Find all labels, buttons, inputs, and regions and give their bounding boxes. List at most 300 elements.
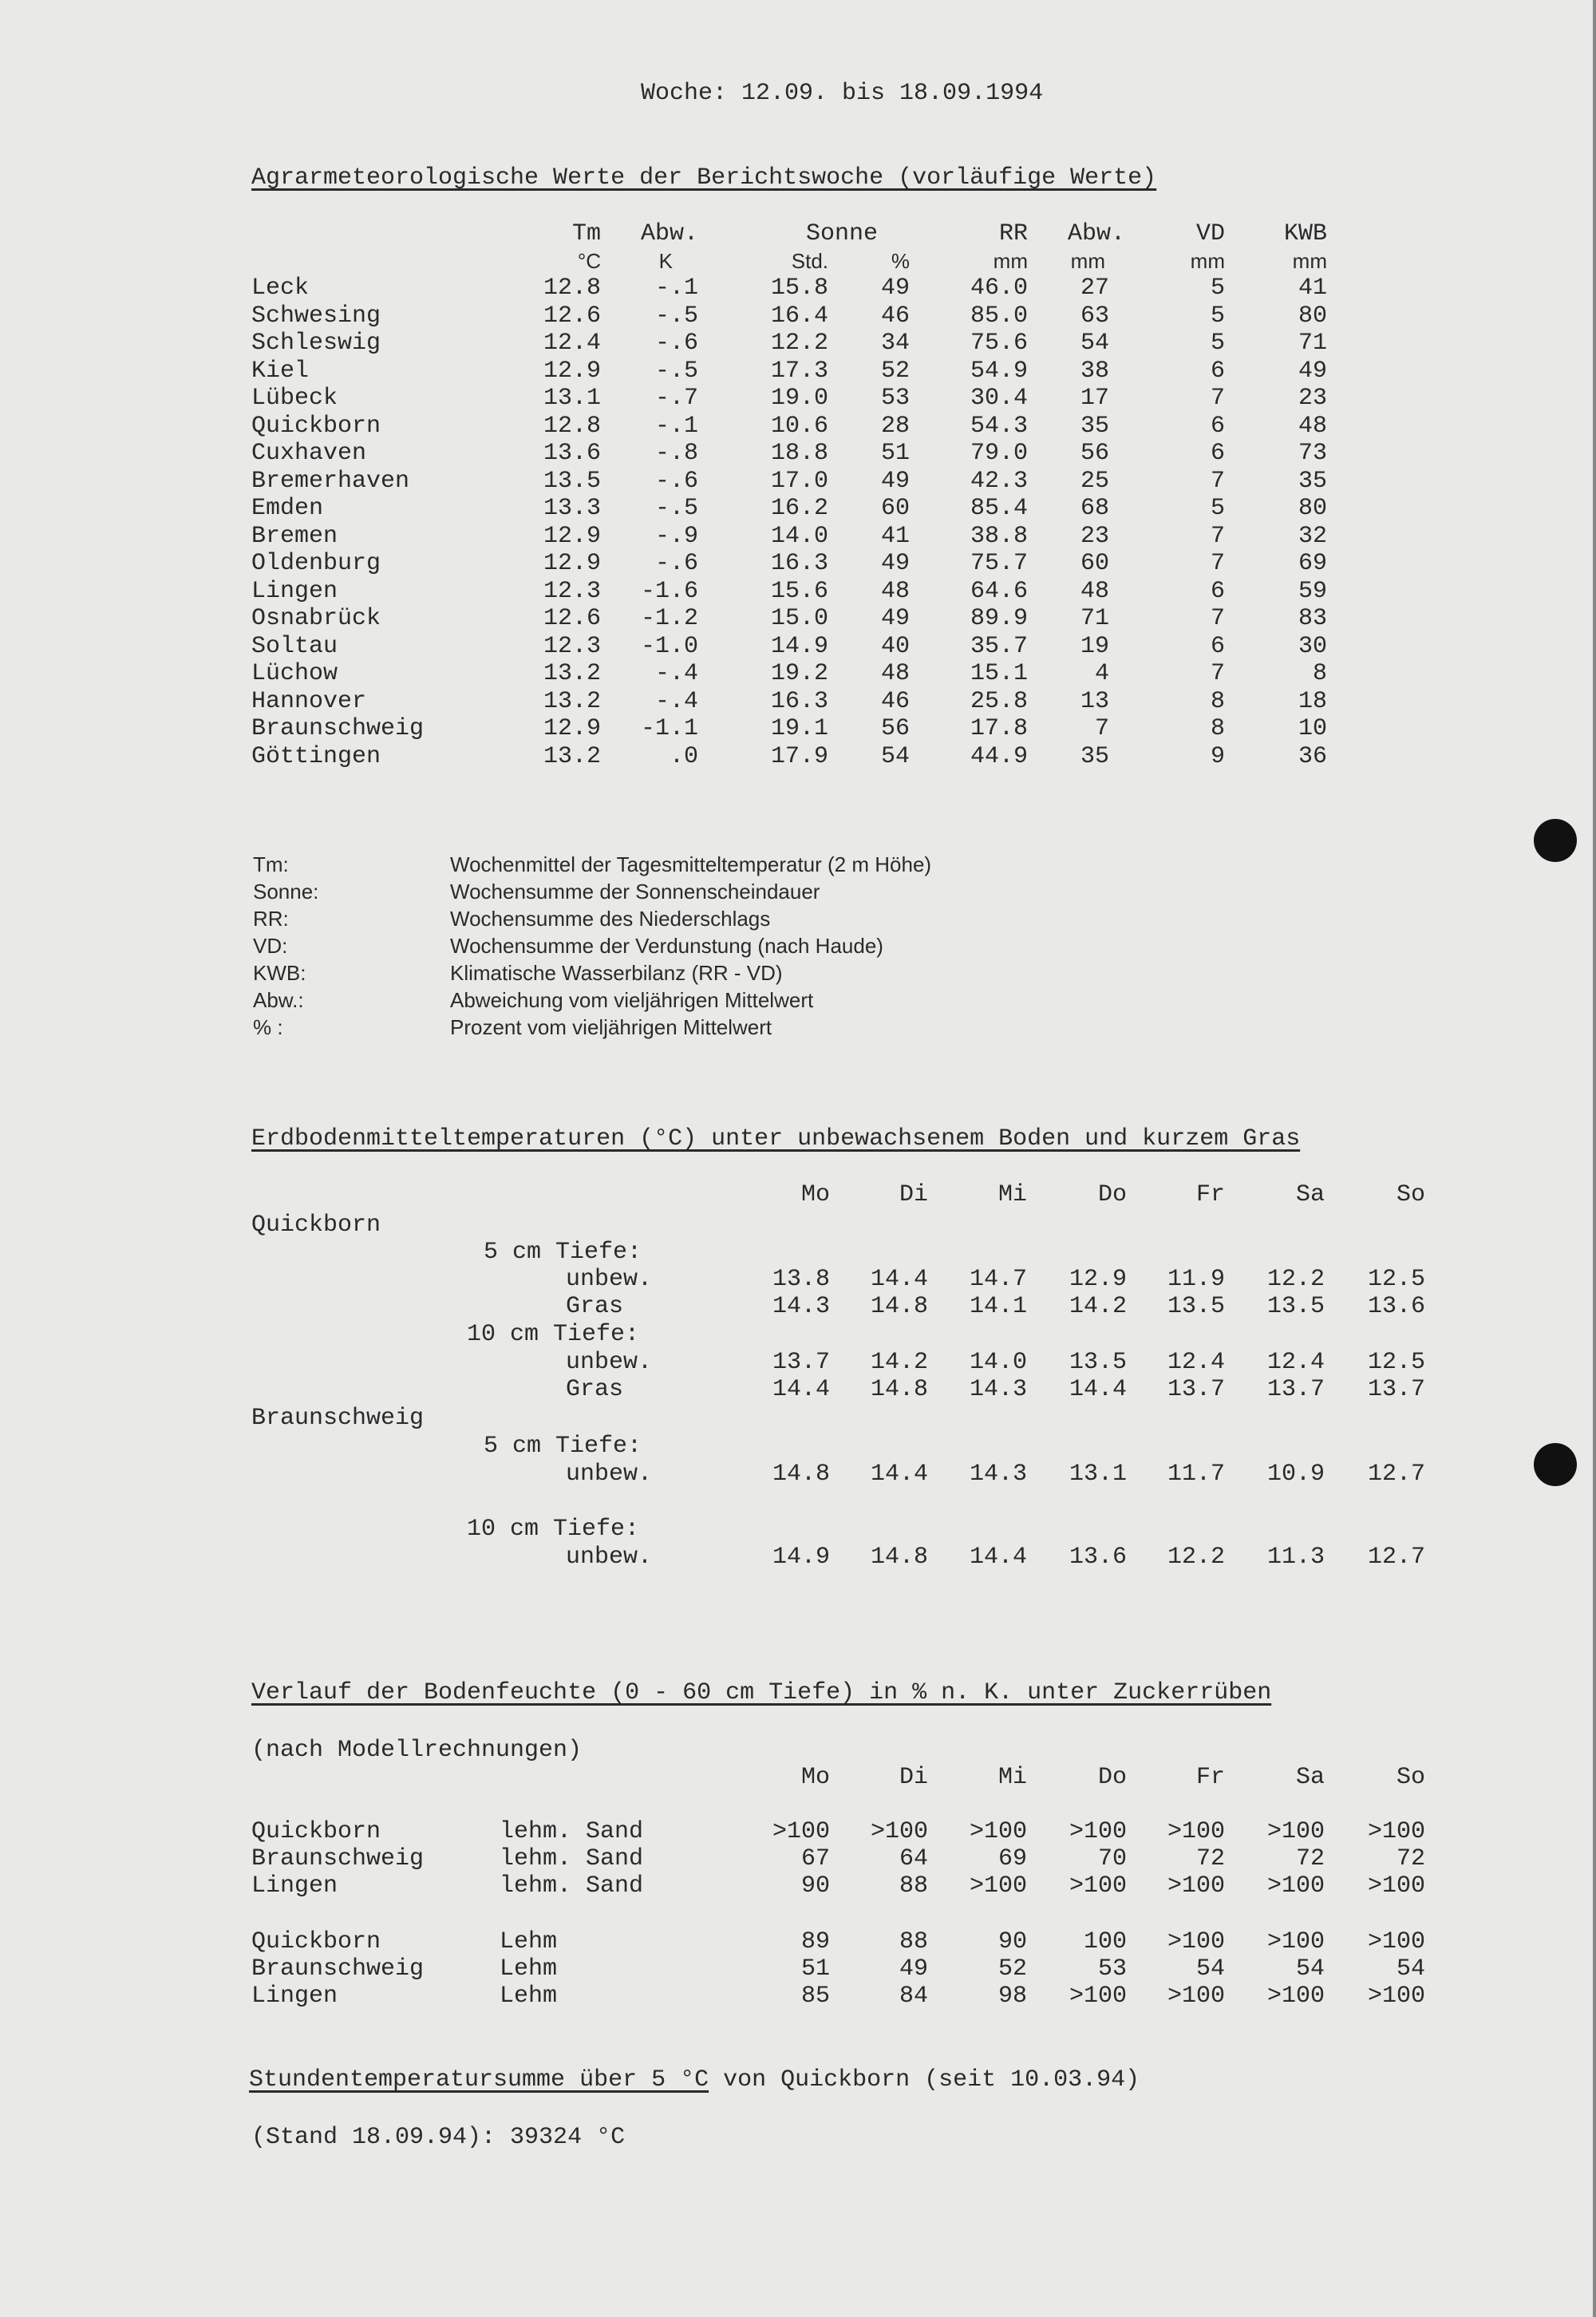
soil-temp-value: 14.4 [870,1266,928,1293]
moisture-value: >100 [1167,1872,1225,1900]
table-cell: 13 [1080,687,1109,715]
table-cell: 35 [1080,412,1109,440]
table-cell: 27 [1080,275,1109,302]
weekly-unit: mm [1190,249,1225,273]
moisture-value: 88 [899,1872,928,1900]
table-cell: 12.9 [543,715,601,742]
table-cell: 60 [1080,550,1109,577]
soil-temp-value: 14.8 [772,1461,830,1488]
station-name: Oldenburg [251,550,381,577]
weekly-unit: mm [1070,249,1105,273]
table-cell: 19.2 [770,660,828,687]
table-cell: -.8 [654,440,698,467]
table-cell: 19.0 [770,385,828,412]
station-name: Schwesing [251,302,381,330]
table-cell: 19 [1080,632,1109,660]
table-cell: 18.8 [770,440,828,467]
day-header: Mo [800,1764,830,1791]
moisture-value: >100 [1167,1928,1225,1955]
moisture-value: 98 [998,1983,1027,2010]
weekly-header: RR [998,220,1028,247]
table-cell: 14.0 [770,522,828,550]
soil-temp-value: 14.8 [870,1376,928,1403]
table-cell: 30.4 [970,385,1028,412]
table-cell: 42.3 [970,467,1028,495]
moisture-value: >100 [1069,1983,1127,2010]
table-cell: 17.3 [770,357,828,385]
station-name: Kiel [251,357,310,385]
table-cell: 80 [1298,495,1327,522]
surface-gras: Gras [566,1293,624,1320]
table-cell: -.9 [654,522,698,550]
table-cell: 8 [1312,660,1327,687]
table-cell: 5 [1210,302,1225,330]
moisture-value: 90 [800,1872,830,1900]
station-name: Schleswig [251,330,381,357]
table-cell: -.5 [654,302,698,330]
table-cell: 35 [1080,742,1109,770]
table-cell: 12.4 [543,330,601,357]
moisture-value: 72 [1195,1845,1225,1872]
table-cell: 48 [880,660,910,687]
table-cell: 5 [1210,330,1225,357]
day-header: Sa [1295,1181,1325,1208]
table-cell: 75.7 [970,550,1028,577]
moisture-value: >100 [1069,1818,1127,1845]
legend-key: VD: [253,934,288,958]
soil-moisture-note: (nach Modellrechnungen) [251,1737,583,1764]
table-cell: 13.3 [543,495,601,522]
legend-text: Wochensumme der Sonnenscheindauer [450,880,820,903]
table-cell: 25.8 [970,687,1028,715]
table-cell: -.6 [654,550,698,577]
table-cell: -.7 [654,385,698,412]
weekly-header: Abw. [1067,220,1125,247]
moisture-value: 72 [1396,1845,1425,1872]
table-cell: 44.9 [970,742,1028,770]
table-cell: 38.8 [970,522,1028,550]
table-cell: 56 [1080,440,1109,467]
punch-hole-top [1534,819,1577,862]
station-name: Hannover [251,687,367,715]
moisture-value: 54 [1295,1955,1325,1983]
table-cell: 46 [880,687,910,715]
table-cell: 49 [880,550,910,577]
depth-label: 10 cm Tiefe: [467,1321,640,1348]
station-name: Lingen [251,1983,338,2010]
depth-label: 10 cm Tiefe: [467,1516,640,1543]
moisture-value: >100 [1266,1928,1325,1955]
legend-text: Abweichung vom vieljährigen Mittelwert [450,988,814,1012]
station-name: Braunschweig [251,1845,425,1872]
station-name: Osnabrück [251,605,381,632]
table-cell: 32 [1298,522,1327,550]
surface-unbewachsen: unbew. [566,1266,653,1293]
table-cell: 73 [1298,440,1327,467]
station-name: Lingen [251,577,338,605]
table-cell: 30 [1298,632,1327,660]
table-cell: 12.3 [543,632,601,660]
table-cell: 12.9 [543,550,601,577]
table-cell: 40 [880,632,910,660]
weekly-unit: mm [993,249,1028,273]
table-cell: 5 [1210,495,1225,522]
table-cell: 12.6 [543,605,601,632]
moisture-value: 69 [998,1845,1027,1872]
day-header: Mo [800,1181,830,1208]
table-cell: 16.2 [770,495,828,522]
legend-text: Wochensumme des Niederschlags [450,907,771,931]
soil-temp-value: 14.0 [969,1349,1027,1376]
table-cell: 23 [1298,385,1327,412]
surface-unbewachsen: unbew. [566,1349,653,1376]
weekly-unit: °C [577,249,601,273]
station-name: Bremerhaven [251,467,410,495]
temperature-sum-station: von Quickborn (seit 10.03.94) [709,2066,1140,2094]
station-name: Quickborn [251,1928,381,1955]
temperature-sum-heading [249,2066,1140,2094]
moisture-value: 70 [1097,1845,1127,1872]
table-cell: 48 [1298,412,1327,440]
table-cell: -.5 [654,357,698,385]
soil-temp-value: 13.7 [1167,1376,1225,1403]
table-cell: 16.4 [770,302,828,330]
soil-temp-value: 10.9 [1266,1461,1325,1488]
soil-temp-value: 13.6 [1367,1293,1425,1320]
moisture-value: 85 [800,1983,830,2010]
weekly-unit: % [891,249,910,273]
table-cell: 71 [1080,605,1109,632]
soil-temp-value: 13.7 [1367,1376,1425,1403]
day-header: Fr [1195,1181,1225,1208]
soil-temp-value: 12.4 [1266,1349,1325,1376]
soil-temperature-title: Erdbodenmitteltemperaturen (°C) unter unbewachsenem Boden und kurzem Gras [251,1125,1301,1153]
table-cell: 6 [1210,577,1225,605]
table-cell: 35.7 [970,632,1028,660]
table-cell: 12.8 [543,412,601,440]
moisture-value: >100 [1266,1983,1325,2010]
soil-temp-value: 11.9 [1167,1266,1225,1293]
moisture-value: 90 [998,1928,1027,1955]
table-cell: 56 [880,715,910,742]
soil-temp-value: 11.7 [1167,1461,1225,1488]
day-header: Di [899,1764,928,1791]
soil-temp-value: 14.4 [870,1461,928,1488]
legend-key: KWB: [253,961,306,985]
table-cell: -.6 [654,467,698,495]
table-cell: .0 [669,742,698,770]
table-cell: 6 [1210,357,1225,385]
table-cell: 7 [1210,385,1225,412]
station-name: Quickborn [251,412,381,440]
soil-temp-value: 14.3 [969,1461,1027,1488]
moisture-value: 53 [1097,1955,1127,1983]
moisture-value: >100 [1069,1872,1127,1900]
moisture-value: >100 [1367,1983,1425,2010]
legend-key: Abw.: [253,988,304,1012]
depth-label: 5 cm Tiefe: [484,1239,642,1266]
moisture-value: 49 [899,1955,928,1983]
station-name: Cuxhaven [251,440,367,467]
table-cell: 83 [1298,605,1327,632]
table-cell: 15.1 [970,660,1028,687]
moisture-value: >100 [1367,1928,1425,1955]
table-cell: 71 [1298,330,1327,357]
soil-type: lehm. Sand [500,1818,644,1845]
moisture-value: >100 [969,1818,1027,1845]
station-name: Soltau [251,632,338,660]
table-cell: 6 [1210,412,1225,440]
soil-temp-value: 13.7 [772,1349,830,1376]
table-cell: 48 [1080,577,1109,605]
table-cell: 9 [1210,742,1225,770]
legend-text: Wochenmittel der Tagesmitteltemperatur (2 m Höhe) [450,852,932,876]
table-cell: 52 [880,357,910,385]
table-cell: 54.3 [970,412,1028,440]
table-cell: 54 [1080,330,1109,357]
table-cell: 13.2 [543,742,601,770]
soil-temp-value: 13.5 [1266,1293,1325,1320]
table-cell: 13.5 [543,467,601,495]
moisture-value: >100 [969,1872,1027,1900]
moisture-value: 54 [1396,1955,1425,1983]
station-name: Braunschweig [251,715,425,742]
soil-temp-value: 12.9 [1069,1266,1127,1293]
day-header: Do [1097,1181,1127,1208]
table-cell: 53 [880,385,910,412]
table-cell: -1.6 [640,577,698,605]
legend-key: Sonne: [253,880,319,903]
table-cell: 17.9 [770,742,828,770]
soil-temp-value: 14.8 [870,1293,928,1320]
table-cell: 10.6 [770,412,828,440]
table-cell: 12.8 [543,275,601,302]
table-cell: 15.8 [770,275,828,302]
table-cell: 60 [880,495,910,522]
moisture-value: >100 [772,1818,830,1845]
table-cell: 35 [1298,467,1327,495]
moisture-value: 64 [899,1845,928,1872]
soil-type: lehm. Sand [500,1845,644,1872]
weekly-header: Sonne [805,220,878,247]
table-cell: 15.0 [770,605,828,632]
table-cell: 5 [1210,275,1225,302]
soil-temp-value: 14.8 [870,1544,928,1571]
soil-temp-value: 12.5 [1367,1349,1425,1376]
soil-temp-value: 14.3 [772,1293,830,1320]
table-cell: 49 [880,467,910,495]
moisture-value: 72 [1295,1845,1325,1872]
table-cell: 49 [880,605,910,632]
soil-temp-value: 14.7 [969,1266,1027,1293]
table-cell: 19.1 [770,715,828,742]
table-cell: 51 [880,440,910,467]
table-cell: 12.9 [543,522,601,550]
soil-type: Lehm [500,1983,558,2010]
table-cell: -.6 [654,330,698,357]
table-cell: 34 [880,330,910,357]
moisture-value: 51 [800,1955,830,1983]
moisture-value: 100 [1083,1928,1127,1955]
moisture-value: 67 [800,1845,830,1872]
soil-temp-value: 14.4 [1069,1376,1127,1403]
day-header: Di [899,1181,928,1208]
soil-temp-value: 13.7 [1266,1376,1325,1403]
soil-temp-value: 12.7 [1367,1461,1425,1488]
soil-temp-value: 14.4 [772,1376,830,1403]
page-edge [1593,0,1596,2317]
day-header: Do [1097,1764,1127,1791]
moisture-value: 88 [899,1928,928,1955]
surface-unbewachsen: unbew. [566,1461,653,1488]
table-cell: 8 [1210,715,1225,742]
table-cell: 63 [1080,302,1109,330]
station-quickborn: Quickborn [251,1212,381,1239]
station-braunschweig: Braunschweig [251,1405,425,1432]
table-cell: 16.3 [770,550,828,577]
table-cell: 7 [1210,467,1225,495]
punch-hole-bottom [1534,1443,1577,1486]
soil-temp-value: 13.5 [1167,1293,1225,1320]
table-cell: 85.0 [970,302,1028,330]
moisture-value: >100 [1167,1983,1225,2010]
table-cell: 17.8 [970,715,1028,742]
day-header: So [1396,1181,1425,1208]
table-cell: 4 [1094,660,1109,687]
table-cell: 18 [1298,687,1327,715]
table-cell: 7 [1210,522,1225,550]
table-cell: 13.6 [543,440,601,467]
table-cell: 13.2 [543,687,601,715]
moisture-value: 89 [800,1928,830,1955]
soil-type: Lehm [500,1928,558,1955]
weekly-header: Abw. [640,220,698,247]
table-cell: 59 [1298,577,1327,605]
table-cell: 54.9 [970,357,1028,385]
soil-temp-value: 13.5 [1069,1349,1127,1376]
soil-temp-value: 12.2 [1167,1544,1225,1571]
soil-type: lehm. Sand [500,1872,644,1900]
table-cell: 69 [1298,550,1327,577]
station-name: Emden [251,495,324,522]
depth-label: 5 cm Tiefe: [484,1433,642,1460]
moisture-value: >100 [1266,1872,1325,1900]
weekly-header: Tm [571,220,601,247]
station-name: Braunschweig [251,1955,425,1983]
table-cell: -.5 [654,495,698,522]
station-name: Leck [251,275,310,302]
weekly-header: KWB [1283,220,1327,247]
temperature-sum-title: Stundentemperatursumme über 5 °C [249,2066,709,2094]
soil-temp-value: 11.3 [1266,1544,1325,1571]
table-cell: 6 [1210,440,1225,467]
soil-temp-value: 14.4 [969,1544,1027,1571]
table-cell: 8 [1210,687,1225,715]
legend-text: Wochensumme der Verdunstung (nach Haude) [450,934,883,958]
soil-temp-value: 13.6 [1069,1544,1127,1571]
table-cell: 80 [1298,302,1327,330]
soil-temp-value: 13.8 [772,1266,830,1293]
day-header: So [1396,1764,1425,1791]
moisture-value: 52 [998,1955,1027,1983]
station-name: Göttingen [251,742,381,770]
table-cell: 17 [1080,385,1109,412]
table-cell: 12.9 [543,357,601,385]
soil-temp-value: 13.1 [1069,1461,1127,1488]
table-cell: 38 [1080,357,1109,385]
moisture-value: 84 [899,1983,928,2010]
soil-temp-value: 12.7 [1367,1544,1425,1571]
table-cell: 12.2 [770,330,828,357]
weekly-table-title: Agrarmeteorologische Werte der Berichtswoche (vorläufige Werte) [251,164,1157,192]
table-cell: 23 [1080,522,1109,550]
table-cell: 68 [1080,495,1109,522]
weekly-unit: Std. [791,249,828,273]
table-cell: -.4 [654,660,698,687]
legend-text: Prozent vom vieljährigen Mittelwert [450,1015,772,1039]
table-cell: 48 [880,577,910,605]
week-range: Woche: 12.09. bis 18.09.1994 [641,80,1044,107]
soil-temp-value: 14.3 [969,1376,1027,1403]
moisture-value: >100 [1266,1818,1325,1845]
table-cell: -1.1 [640,715,698,742]
station-name: Lüchow [251,660,338,687]
soil-temp-value: 12.4 [1167,1349,1225,1376]
table-cell: 7 [1210,605,1225,632]
table-cell: -1.0 [640,632,698,660]
table-cell: -.4 [654,687,698,715]
day-header: Sa [1295,1764,1325,1791]
table-cell: -.1 [654,412,698,440]
day-header: Fr [1195,1764,1225,1791]
table-cell: 6 [1210,632,1225,660]
soil-moisture-title: Verlauf der Bodenfeuchte (0 - 60 cm Tiefe) in % n. K. unter Zuckerrüben [251,1679,1272,1706]
weekly-unit: mm [1292,249,1327,273]
table-cell: 12.6 [543,302,601,330]
weekly-header: VD [1195,220,1225,247]
legend-text: Klimatische Wasserbilanz (RR - VD) [450,961,783,985]
table-cell: 7 [1094,715,1109,742]
table-cell: 49 [880,275,910,302]
soil-temp-value: 12.2 [1266,1266,1325,1293]
station-name: Lingen [251,1872,338,1900]
weekly-unit: K [658,249,673,273]
table-cell: 10 [1298,715,1327,742]
table-cell: 7 [1210,550,1225,577]
table-cell: 41 [1298,275,1327,302]
legend-key: RR: [253,907,289,931]
soil-temp-value: 14.9 [772,1544,830,1571]
table-cell: 15.6 [770,577,828,605]
soil-temp-value: 14.1 [969,1293,1027,1320]
table-cell: 64.6 [970,577,1028,605]
table-cell: 13.2 [543,660,601,687]
table-cell: 28 [880,412,910,440]
station-name: Bremen [251,522,338,550]
station-name: Quickborn [251,1818,381,1845]
table-cell: 7 [1210,660,1225,687]
moisture-value: 54 [1195,1955,1225,1983]
table-cell: 17.0 [770,467,828,495]
table-cell: 41 [880,522,910,550]
soil-temp-value: 14.2 [870,1349,928,1376]
table-cell: 85.4 [970,495,1028,522]
table-cell: 14.9 [770,632,828,660]
table-cell: 13.1 [543,385,601,412]
day-header: Mi [998,1764,1027,1791]
station-name: Lübeck [251,385,338,412]
table-cell: 16.3 [770,687,828,715]
